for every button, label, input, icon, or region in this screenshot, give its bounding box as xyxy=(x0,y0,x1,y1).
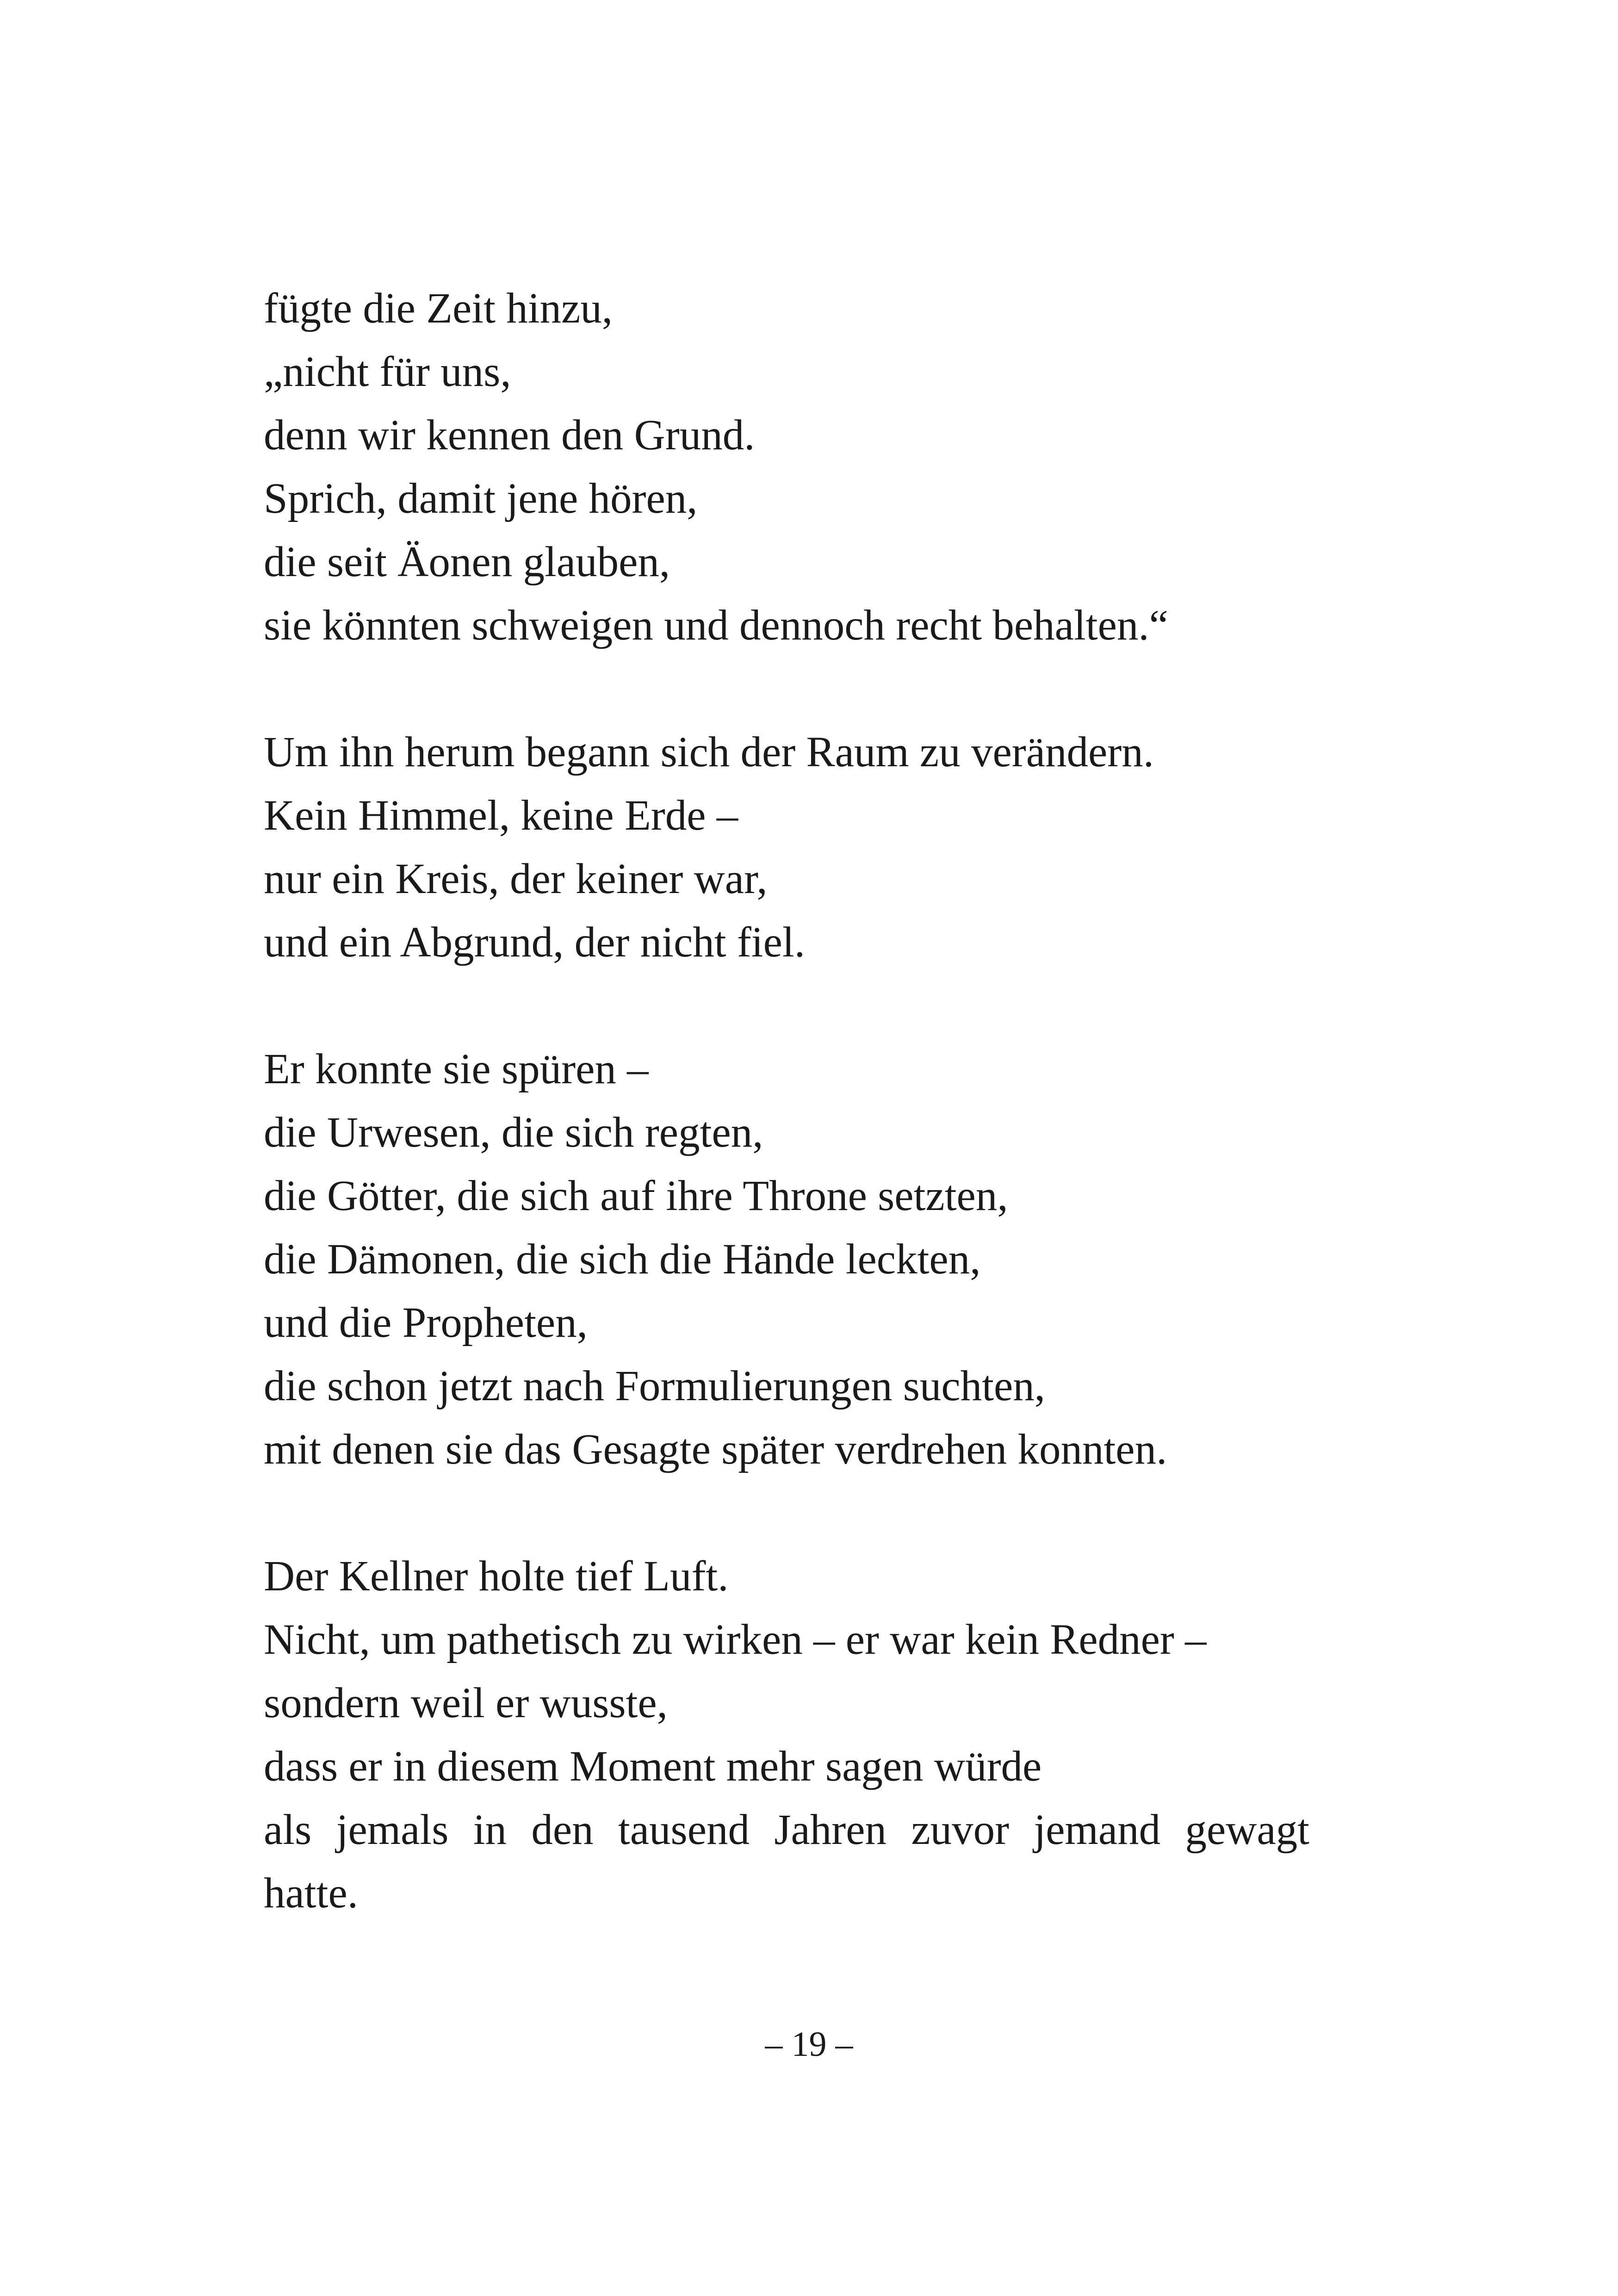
verse-line: denn wir kennen den Grund. xyxy=(264,411,755,459)
stanza-3 xyxy=(264,1037,1309,1481)
verse-line: Der Kellner holte tief Luft. xyxy=(264,1552,729,1600)
stanza-4 xyxy=(264,1545,1309,1925)
verse-line: die schon jetzt nach Formulierungen suchten, xyxy=(264,1362,1046,1410)
verse-line: Um ihn herum begann sich der Raum zu verändern. xyxy=(264,728,1154,776)
verse-line: Sprich, damit jene hören, xyxy=(264,475,698,522)
verse-line: nur ein Kreis, der keiner war, xyxy=(264,855,768,903)
verse-line: sondern weil er wusste, xyxy=(264,1679,668,1727)
verse-line: die Dämonen, die sich die Hände leckten, xyxy=(264,1235,981,1283)
verse-line: dass er in diesem Moment mehr sagen würde xyxy=(264,1743,1042,1790)
poem-text xyxy=(264,277,1309,1925)
verse-line: Kein Himmel, keine Erde – xyxy=(264,792,738,839)
verse-line: Nicht, um pathetisch zu wirken – er war kein Redner – xyxy=(264,1616,1207,1663)
verse-line: als jemals in den tausend Jahren zuvor jemand gewagt xyxy=(264,1806,1309,1854)
verse-line: und die Propheten, xyxy=(264,1299,588,1347)
verse-line: und ein Abgrund, der nicht fiel. xyxy=(264,918,805,966)
verse-line: mit denen sie das Gesagte später verdrehen konnten. xyxy=(264,1426,1167,1473)
stanza-1 xyxy=(264,277,1309,657)
verse-line: hatte. xyxy=(264,1869,358,1917)
verse-line: „nicht für uns, xyxy=(264,348,511,396)
verse-line: fügte die Zeit hinzu, xyxy=(264,285,613,332)
verse-line: Er konnte sie spüren – xyxy=(264,1045,649,1093)
stanza-2 xyxy=(264,720,1309,974)
verse-line: die Urwesen, die sich regten, xyxy=(264,1109,763,1156)
verse-line: die seit Äonen glauben, xyxy=(264,538,670,586)
verse-line: die Götter, die sich auf ihre Throne setzten, xyxy=(264,1172,1008,1220)
verse-line: sie könnten schweigen und dennoch recht behalten.“ xyxy=(264,602,1168,649)
page-number: – 19 – xyxy=(765,2025,853,2064)
